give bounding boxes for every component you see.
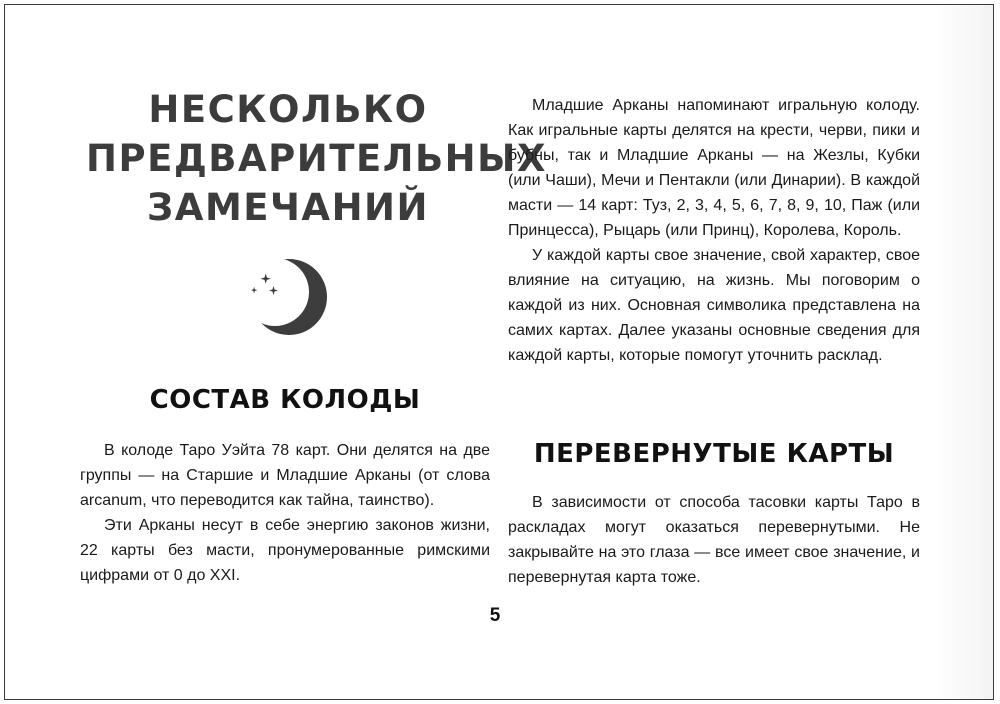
crescent-moon-with-stars-icon bbox=[244, 252, 334, 342]
paragraph: Младшие Арканы напоминают игральную колоду. Как игральные карты делятся на крести, черви, пики и бубны, так и Младшие Арканы — на Жезлы, Кубки (или Чаши), Мечи и Пентакли (или Динарии). В каждой масти — 14 карт: Туз, 2, 3, 4, 5, 6, 7, 8, 9, 10, Паж (или Принцесса), Рыцарь (или Принц), Королева, Король. bbox=[508, 97, 920, 239]
paragraph: Эти Арканы несут в себе энергию законов жизни, 22 карты без масти, пронумерованные римскими цифрами от 0 до XXI. bbox=[80, 517, 490, 584]
minor-arcana-text bbox=[508, 93, 920, 368]
paragraph: У каждой карты свое значение, свой характер, свое влияние на ситуацию, на жизнь. Мы поговорим о каждой из них. Основная символика представлена на самих картах. Далее указаны основные сведения для каждой карты, которые помогут уточнить расклад. bbox=[508, 247, 920, 364]
chapter-title-line: ПРЕДВАРИТЕЛЬНЫХ bbox=[86, 137, 548, 180]
left-column bbox=[80, 85, 548, 584]
chapter-title-line: НЕСКОЛЬКО bbox=[148, 88, 428, 131]
section-heading-reversed-cards: ПЕРЕВЕРНУТЫЕ КАРТЫ bbox=[533, 439, 895, 469]
chapter-title bbox=[80, 85, 548, 232]
book-page bbox=[4, 4, 994, 700]
paragraph: В зависимости от способа тасовки карты Таро в раскладах могут оказаться перевернутыми. Не закрывайте на это глаза — все имеет свое значение, и перевернутая карта тоже. bbox=[508, 494, 920, 586]
page-number: 5 bbox=[489, 605, 501, 626]
deck-composition-text bbox=[80, 438, 490, 588]
reversed-cards-text bbox=[508, 490, 920, 590]
paragraph: В колоде Таро Уэйта 78 карт. Они делятся на две группы — на Старшие и Младшие Арканы (от слова arcanum, что переводится как тайна, таинство). bbox=[80, 442, 490, 509]
chapter-title-line: ЗАМЕЧАНИЙ bbox=[147, 186, 429, 229]
crescent-moon-with-stars-icon bbox=[244, 252, 334, 342]
section-heading-deck-composition: СОСТАВ КОЛОДЫ bbox=[149, 385, 421, 415]
